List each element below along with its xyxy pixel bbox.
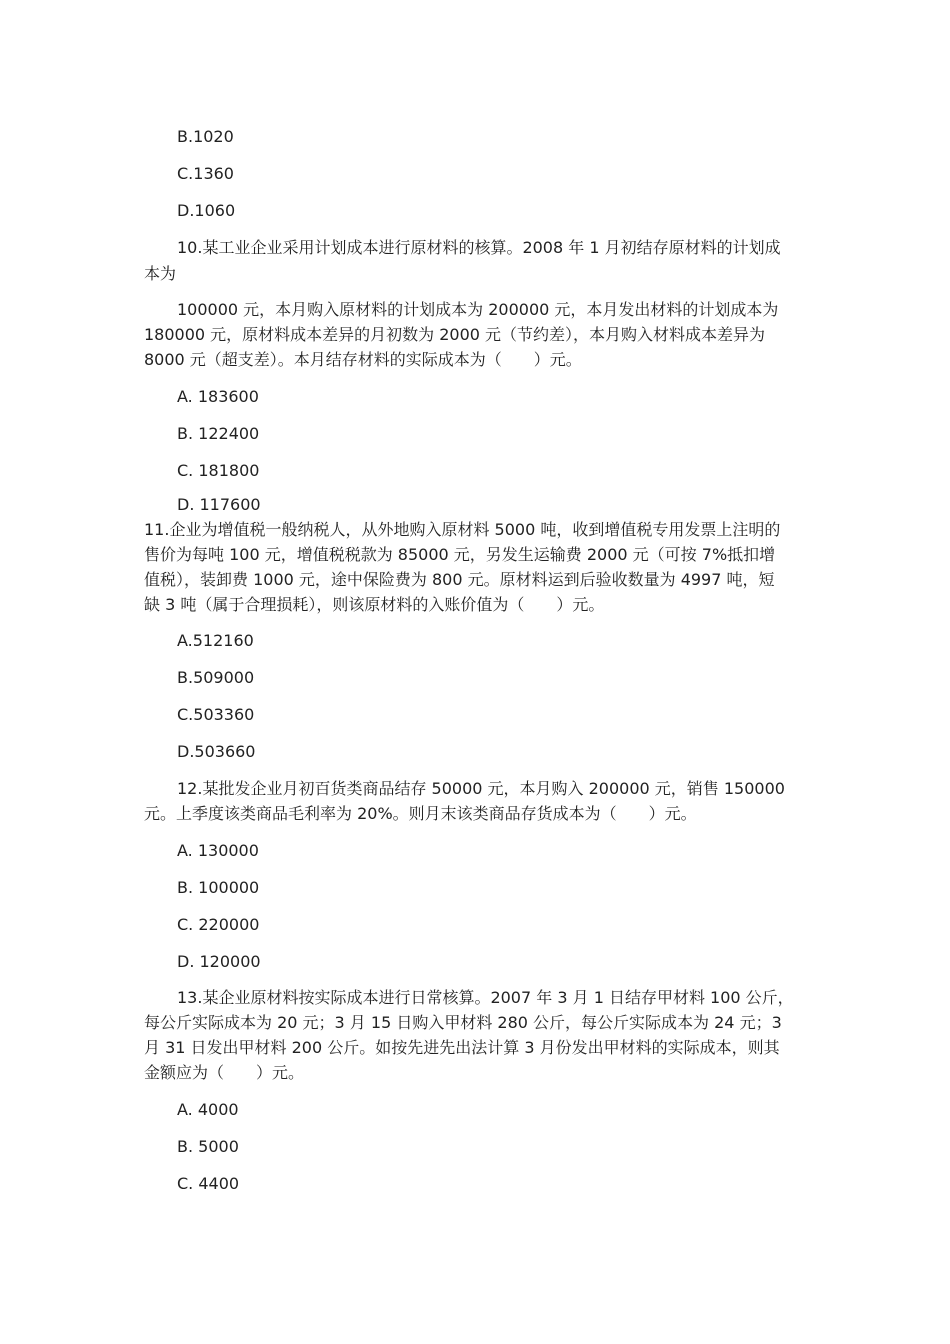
q10-para-line1: 100000 元，本月购入原材料的计划成本为 200000 元，本月发出材料的计划成本为 <box>177 300 779 319</box>
q12-option-d: D. 120000 <box>177 952 261 971</box>
q12-stem-line2: 元。上季度该类商品毛利率为 20%。则月末该类商品存货成本为（ ）元。 <box>144 804 697 823</box>
q9-option-b: B.1020 <box>177 127 234 146</box>
q11-option-a: A.512160 <box>177 631 254 650</box>
q10-para-line3: 8000 元（超支差）。本月结存材料的实际成本为（ ）元。 <box>144 350 582 369</box>
q11-stem-line1: 11.企业为增值税一般纳税人，从外地购入原材料 5000 吨，收到增值税专用发票上注明的 <box>144 520 781 539</box>
q10-option-a: A. 183600 <box>177 387 259 406</box>
q10-option-b: B. 122400 <box>177 424 260 443</box>
q10-para-line2: 180000 元，原材料成本差异的月初数为 2000 元（节约差），本月购入材料成本差异为 <box>144 325 766 344</box>
q12-stem-line1: 12.某批发企业月初百货类商品结存 50000 元，本月购入 200000 元，销售 150000 <box>177 779 785 798</box>
q13-stem-line3: 月 31 日发出甲材料 200 公斤。如按先进先出法计算 3 月份发出甲材料的实际成本，则其 <box>144 1038 780 1057</box>
q13-stem-line2: 每公斤实际成本为 20 元；3 月 15 日购入甲材料 280 公斤，每公斤实际成本为 24 元；3 <box>144 1013 782 1032</box>
q11-option-b: B.509000 <box>177 668 255 687</box>
q10-stem-line1: 10.某工业企业采用计划成本进行原材料的核算。2008 年 1 月初结存原材料的计划成 <box>177 238 781 257</box>
q11-stem-line2: 售价为每吨 100 元，增值税税款为 85000 元，另发生运输费 2000 元（可按 7%抵扣增 <box>144 545 776 564</box>
q13-option-a: A. 4000 <box>177 1100 239 1119</box>
q10-stem-line2: 本为 <box>144 264 177 283</box>
q11-stem-line4: 缺 3 吨（属于合理损耗），则该原材料的入账价值为（ ）元。 <box>144 595 605 614</box>
q12-option-a: A. 130000 <box>177 841 259 860</box>
q11-stem-line3: 值税），装卸费 1000 元，途中保险费为 800 元。原材料运到后验收数量为 4997 吨，短 <box>144 570 775 589</box>
q9-option-d: D.1060 <box>177 201 236 220</box>
q12-option-b: B. 100000 <box>177 878 260 897</box>
q11-option-c: C.503360 <box>177 705 255 724</box>
q13-stem-line4: 金额应为（ ）元。 <box>144 1063 305 1082</box>
q13-stem-line1: 13.某企业原材料按实际成本进行日常核算。2007 年 3 月 1 日结存甲材料 100 公斤， <box>177 988 794 1007</box>
q12-option-c: C. 220000 <box>177 915 260 934</box>
q9-option-c: C.1360 <box>177 164 234 183</box>
q11-option-d: D.503660 <box>177 742 256 761</box>
q10-option-c: C. 181800 <box>177 461 260 480</box>
q13-option-c: C. 4400 <box>177 1174 240 1193</box>
q10-option-d: D. 117600 <box>177 495 261 514</box>
q13-option-b: B. 5000 <box>177 1137 239 1156</box>
